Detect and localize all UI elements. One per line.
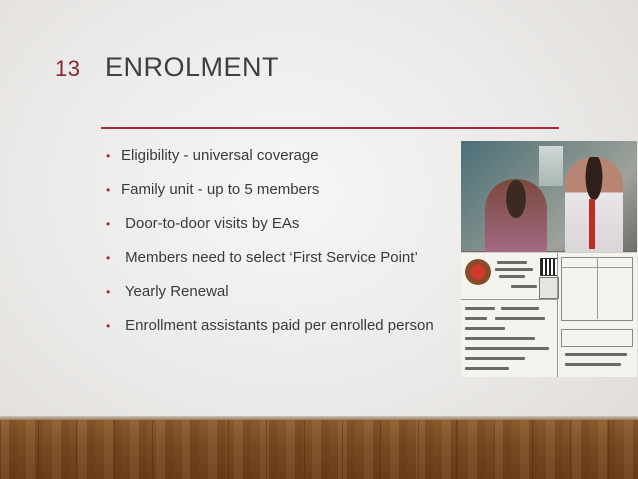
card-text-line: [495, 317, 545, 320]
card-divider: [557, 253, 558, 377]
bullet-item: [106, 145, 466, 179]
bullet-item: [106, 247, 466, 281]
bullet-text: Members need to select ‘First Service Point’: [121, 249, 418, 266]
card-text-line: [499, 275, 525, 278]
card-text-line: [465, 307, 495, 310]
slide-title: ENROLMENT: [105, 52, 280, 82]
bullet-text: Enrollment assistants paid per enrolled person: [121, 317, 434, 334]
card-text-line: [565, 353, 627, 356]
bullet-item: [106, 179, 466, 213]
card-text-line: [465, 357, 525, 360]
card-text-line: [565, 363, 621, 366]
card-field-box: [561, 329, 633, 347]
membership-card-image: [461, 252, 637, 377]
bullet-text: Eligibility - universal coverage: [121, 147, 319, 164]
enrollment-assistant-figure: [485, 179, 547, 259]
bullet-item: [106, 281, 466, 315]
card-text-line: [511, 285, 537, 288]
title-divider: [101, 127, 559, 129]
government-emblem-icon: [465, 259, 491, 285]
bullet-icon: •: [106, 285, 111, 299]
bullet-icon: •: [106, 319, 111, 333]
card-photo-placeholder: [539, 277, 559, 299]
bullet-list: [106, 145, 466, 349]
photo-window: [539, 146, 563, 186]
bullet-icon: •: [106, 183, 111, 197]
bullet-item: [106, 315, 466, 349]
card-text-line: [495, 268, 533, 271]
card-rule: [597, 257, 598, 319]
bullet-icon: •: [106, 217, 111, 231]
bullet-text: Door-to-door visits by EAs: [121, 215, 300, 232]
slide-number: 13: [55, 56, 81, 81]
qr-code-icon: [541, 259, 557, 275]
bullet-icon: •: [106, 149, 111, 163]
bullet-text: Yearly Renewal: [121, 283, 229, 300]
card-rule: [461, 299, 557, 300]
card-text-line: [501, 307, 539, 310]
card-text-line: [465, 347, 549, 350]
bullet-item: [106, 213, 466, 247]
card-text-line: [465, 367, 509, 370]
card-text-line: [465, 327, 505, 330]
card-text-line: [465, 337, 535, 340]
bullet-text: Family unit - up to 5 members: [121, 181, 320, 198]
wooden-floor-decoration: [0, 420, 638, 479]
lanyard: [589, 199, 595, 249]
bullet-icon: •: [106, 251, 111, 265]
card-text-line: [497, 261, 527, 264]
card-text-line: [465, 317, 487, 320]
enrolment-photo: [461, 141, 637, 377]
